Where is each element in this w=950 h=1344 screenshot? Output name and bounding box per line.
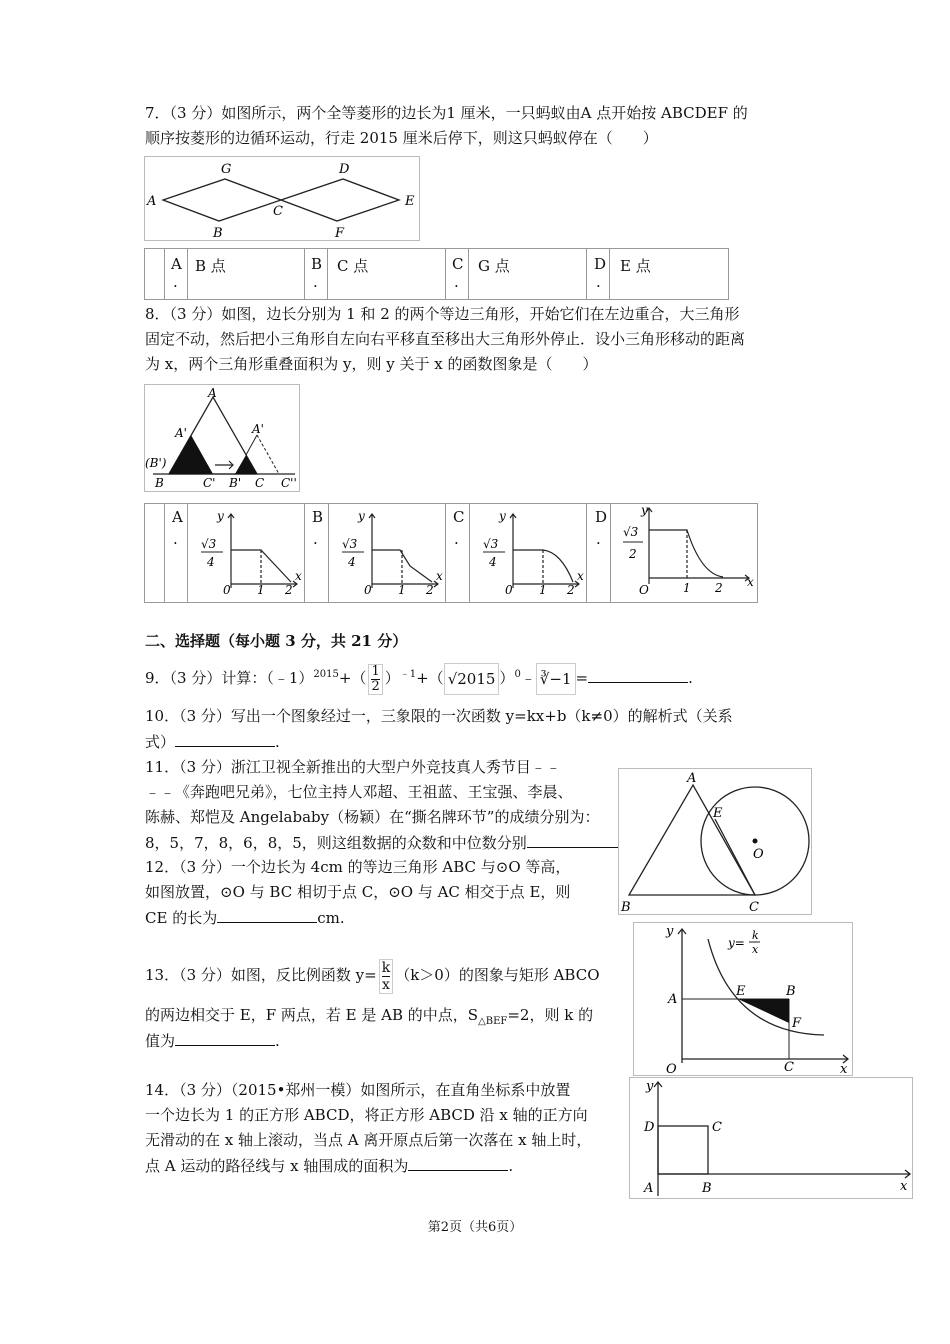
q14-square-figure — [629, 1077, 913, 1199]
svg-text:2: 2 — [567, 583, 575, 597]
q8-graph-a[interactable] — [191, 508, 301, 596]
svg-text:2: 2 — [715, 581, 723, 595]
q8-option-d-dot: . — [596, 530, 601, 548]
q12-answer-blank[interactable] — [217, 906, 317, 923]
q8-option-a-dot: . — [173, 530, 178, 548]
svg-text:y: y — [641, 503, 648, 517]
q10-line2: 式） . — [145, 730, 280, 753]
q13-label-F: F — [792, 1016, 802, 1031]
q12-label-B: B — [621, 900, 631, 915]
q7-option-b-text[interactable]: C 点 — [337, 257, 369, 275]
svg-text:2: 2 — [629, 547, 637, 561]
q8-triangles-figure — [144, 384, 300, 492]
q13-label-y: y — [666, 924, 674, 939]
q8-label-B: B — [155, 476, 164, 490]
q8-line1: 8．（3 分）如图，边长分别为 1 和 2 的两个等边三角形，开始它们在左边重合，大三角形 — [145, 305, 740, 323]
svg-text:2: 2 — [426, 583, 434, 597]
q7-option-a-letter[interactable]: A — [171, 255, 182, 273]
q7-option-d-dot: . — [596, 273, 601, 291]
q8-option-b-letter[interactable]: B — [312, 508, 324, 526]
q7-label-A: A — [147, 194, 157, 209]
q13-curve-label: y= — [728, 936, 745, 950]
q7-label-E: E — [405, 194, 415, 209]
q7-option-b-letter[interactable]: B — [311, 255, 323, 273]
q9-line: 9．（3 分）计算：（﹣1）$^{2015}$+（ $\frac{1}{2}$ ）$^{﹣1}$+（ √2015 ）$^0$﹣ ∛−1 = . — [145, 663, 693, 694]
svg-text:y: y — [217, 509, 224, 523]
q13-line1: 13．（3 分）如图，反比例函数 y= $\frac{k}{x}$ （k＞0）的图象与矩形 ABCO — [145, 959, 600, 993]
svg-text:x: x — [436, 569, 443, 583]
q7-option-a-text[interactable]: B 点 — [195, 257, 226, 275]
svg-text:0: 0 — [505, 583, 513, 597]
svg-text:√3: √3 — [342, 537, 358, 551]
q12-line2: 如图放置，⊙O 与 BC 相切于点 C，⊙O 与 AC 相交于点 E，则 — [145, 883, 571, 901]
q12-circle-figure — [618, 768, 812, 915]
q13-label-C: C — [784, 1060, 794, 1075]
q14-line1: 14．（3 分）（2015•郑州一模）如图所示，在直角坐标系中放置 — [145, 1081, 571, 1099]
q9-answer-blank[interactable] — [588, 666, 688, 683]
q8-label-Cdoubleprime: C'' — [281, 476, 297, 490]
svg-text:k: k — [752, 929, 759, 942]
q7-label-B: B — [213, 226, 223, 241]
q8-option-c-letter[interactable]: C — [453, 508, 465, 526]
svg-text:x: x — [295, 569, 302, 583]
q13-label-A: A — [668, 992, 678, 1007]
q8-option-a-letter[interactable]: A — [172, 508, 183, 526]
q7-label-C: C — [273, 204, 283, 219]
q14-label-D: D — [644, 1120, 655, 1135]
svg-text:1: 1 — [683, 581, 691, 595]
q8-graph-b[interactable] — [332, 508, 442, 596]
q7-option-c-dot: . — [454, 273, 459, 291]
q7-line1: 7．（3 分）如图所示，两个全等菱形的边长为1 厘米，一只蚂蚁由A 点开始按 ABCDEF 的 — [145, 104, 748, 122]
svg-text:4: 4 — [489, 555, 497, 569]
q7-label-D: D — [339, 162, 350, 177]
q8-line2: 固定不动，然后把小三角形自左向右平移直至移出大三角形外停止．设小三角形移动的距离 — [145, 330, 746, 348]
q8-label-Bprime: B' — [229, 476, 242, 490]
q8-option-c-dot: . — [454, 530, 459, 548]
q8-line3: 为 x，两个三角形重叠面积为 y，则 y 关于 x 的函数图象是（ ） — [145, 355, 598, 373]
q7-line2: 顺序按菱形的边循环运动，行走 2015 厘米后停下，则这只蚂蚁停在（ ） — [145, 129, 658, 147]
q12-label-C: C — [749, 900, 759, 915]
q13-label-x: x — [840, 1062, 848, 1077]
q7-option-a-dot: . — [173, 273, 178, 291]
q7-rhombus-figure — [144, 156, 420, 241]
q13-label-O: O — [666, 1062, 677, 1077]
q13-answer-blank[interactable] — [175, 1029, 275, 1046]
q12-label-E: E — [713, 806, 723, 821]
q8-label-Aprime-right: A' — [252, 422, 264, 436]
q14-answer-blank[interactable] — [408, 1154, 508, 1171]
q10-answer-blank[interactable] — [175, 730, 275, 747]
svg-text:0: 0 — [364, 583, 372, 597]
q14-line4: 点 A 运动的路径线与 x 轴围成的面积为 . — [145, 1154, 513, 1177]
q14-label-y: y — [646, 1079, 654, 1094]
q8-graph-c[interactable] — [473, 508, 583, 596]
svg-text:√3: √3 — [201, 537, 217, 551]
svg-text:4: 4 — [348, 555, 356, 569]
q7-option-c-letter[interactable]: C — [452, 255, 464, 273]
q12-label-A: A — [687, 771, 697, 786]
q11-line3: 陈赫、郑恺及 Angelababy（杨颖）在“撕名牌环节”的成绩分别为： — [145, 808, 600, 826]
q8-option-d-letter[interactable]: D — [595, 508, 608, 526]
q7-option-d-text[interactable]: E 点 — [620, 257, 651, 275]
q12-line1: 12．（3 分）一个边长为 4cm 的等边三角形 ABC 与⊙O 等高， — [145, 858, 571, 876]
svg-text:2: 2 — [285, 583, 293, 597]
q11-line4: 8，5，7，8，6，8，5，则这组数据的众数和中位数分别 — [145, 831, 632, 854]
q13-label-E: E — [736, 984, 746, 999]
q8-label-A: A — [208, 386, 217, 400]
q7-label-F: F — [335, 226, 345, 241]
q11-line2: ﹣﹣《奔跑吧兄弟》，七位主持人邓超、王祖蓝、王宝强、李晨、 — [145, 783, 573, 801]
svg-text:O: O — [639, 583, 649, 597]
q14-label-B: B — [702, 1181, 712, 1196]
svg-text:x: x — [752, 943, 759, 956]
q8-label-Aprime-left: A' — [175, 426, 187, 440]
svg-text:x: x — [747, 575, 754, 589]
q13-line2: 的两边相交于 E，F 两点，若 E 是 AB 的中点，$S_{\triangle BEF}=2$，则 k 的 — [145, 1006, 594, 1027]
q7-option-c-text[interactable]: G 点 — [478, 257, 510, 275]
q14-label-C: C — [712, 1120, 722, 1135]
q12-line3: CE 的长为 cm. — [145, 906, 345, 929]
q10-line1: 10．（3 分）写出一个图象经过一，三象限的一次函数 y=kx+b（k≠0）的解析式（关系 — [145, 707, 733, 725]
q8-options — [144, 503, 758, 603]
svg-text:4: 4 — [207, 555, 215, 569]
q7-option-b-dot: . — [313, 273, 318, 291]
section-2-heading: 二、选择题（每小题 3 分，共 21 分） — [145, 632, 408, 650]
q7-label-G: G — [221, 162, 232, 177]
svg-text:1: 1 — [257, 583, 265, 597]
q13-line3: 值为 . — [145, 1029, 280, 1052]
q14-line2: 一个边长为 1 的正方形 ABCD，将正方形 ABCD 沿 x 轴的正方向 — [145, 1106, 588, 1124]
svg-text:y: y — [358, 509, 365, 523]
q14-label-A: A — [644, 1181, 654, 1196]
svg-text:y: y — [499, 509, 506, 523]
q12-label-O: O — [753, 847, 764, 862]
q8-graph-d[interactable] — [615, 504, 755, 598]
q7-options — [144, 248, 729, 300]
q13-hyperbola-figure — [633, 922, 853, 1076]
svg-text:0: 0 — [223, 583, 231, 597]
q8-label-C: C — [255, 476, 265, 490]
q8-label-Cprime: C' — [203, 476, 216, 490]
svg-text:x: x — [577, 569, 584, 583]
page-footer: 第2页（共6页） — [427, 1220, 523, 1235]
q14-label-x: x — [900, 1179, 908, 1194]
q14-line3: 无滑动的在 x 轴上滚动，当点 A 离开原点后第一次落在 x 轴上时， — [145, 1131, 592, 1149]
q11-line1: 11．（3 分）浙江卫视全新推出的大型户外竞技真人秀节目﹣﹣ — [145, 758, 561, 776]
q8-option-b-dot: . — [313, 530, 318, 548]
svg-text:√3: √3 — [623, 525, 639, 539]
q11-answer-blank[interactable] — [527, 831, 627, 848]
q13-label-B: B — [786, 984, 796, 999]
svg-text:√3: √3 — [483, 537, 499, 551]
q7-option-d-letter[interactable]: D — [594, 255, 607, 273]
svg-text:1: 1 — [539, 583, 547, 597]
q8-label-Bprime-paren: (B') — [145, 456, 167, 470]
svg-text:1: 1 — [398, 583, 406, 597]
